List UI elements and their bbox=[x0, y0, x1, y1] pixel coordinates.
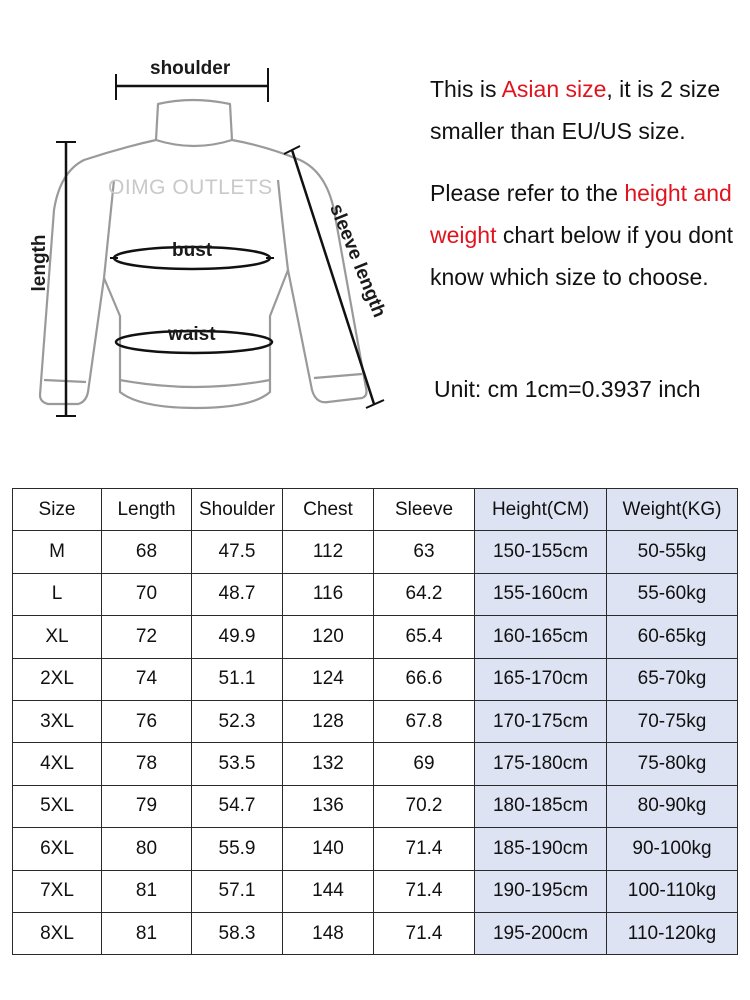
cell-sleeve: 66.6 bbox=[374, 658, 475, 700]
cell-height: 160-165cm bbox=[475, 616, 607, 658]
height-weight-note bbox=[430, 172, 745, 298]
cell-sleeve: 69 bbox=[374, 743, 475, 785]
header-sleeve: Sleeve bbox=[374, 489, 475, 531]
cell-height: 195-200cm bbox=[475, 912, 607, 954]
cell-chest: 144 bbox=[283, 870, 374, 912]
cell-shoulder: 48.7 bbox=[192, 573, 283, 615]
cell-size: M bbox=[13, 531, 102, 573]
cell-shoulder: 49.9 bbox=[192, 616, 283, 658]
cell-weight: 65-70kg bbox=[607, 658, 738, 700]
cell-chest: 148 bbox=[283, 912, 374, 954]
cell-chest: 112 bbox=[283, 531, 374, 573]
table-row bbox=[13, 658, 738, 700]
cell-sleeve: 71.4 bbox=[374, 870, 475, 912]
cell-weight: 50-55kg bbox=[607, 531, 738, 573]
cell-height: 175-180cm bbox=[475, 743, 607, 785]
cell-length: 78 bbox=[102, 743, 192, 785]
cell-weight: 90-100kg bbox=[607, 828, 738, 870]
cell-size: 4XL bbox=[13, 743, 102, 785]
watermark-text: OIMG OUTLETS bbox=[108, 176, 273, 199]
cell-height: 165-170cm bbox=[475, 658, 607, 700]
cell-size: 5XL bbox=[13, 785, 102, 827]
cell-sleeve: 63 bbox=[374, 531, 475, 573]
table-row bbox=[13, 573, 738, 615]
note-text: , it is 2 size smaller than EU/US size. bbox=[430, 76, 721, 144]
cell-size: 3XL bbox=[13, 700, 102, 742]
cell-sleeve: 67.8 bbox=[374, 700, 475, 742]
cell-length: 68 bbox=[102, 531, 192, 573]
cell-weight: 100-110kg bbox=[607, 870, 738, 912]
cell-sleeve: 65.4 bbox=[374, 616, 475, 658]
header-chest: Chest bbox=[283, 489, 374, 531]
cell-length: 81 bbox=[102, 870, 192, 912]
table-row bbox=[13, 785, 738, 827]
cell-shoulder: 57.1 bbox=[192, 870, 283, 912]
cell-size: L bbox=[13, 573, 102, 615]
cell-sleeve: 71.4 bbox=[374, 828, 475, 870]
cell-weight: 75-80kg bbox=[607, 743, 738, 785]
asian-size-note bbox=[430, 68, 745, 152]
table-header-row bbox=[13, 489, 738, 531]
unit-note: Unit: cm 1cm=0.3937 inch bbox=[434, 376, 701, 402]
note-text: Please refer to the bbox=[430, 180, 625, 206]
cell-size: 2XL bbox=[13, 658, 102, 700]
table-row bbox=[13, 870, 738, 912]
cell-chest: 128 bbox=[283, 700, 374, 742]
cell-length: 79 bbox=[102, 785, 192, 827]
header-length: Length bbox=[102, 489, 192, 531]
table-row bbox=[13, 700, 738, 742]
cell-shoulder: 47.5 bbox=[192, 531, 283, 573]
cell-sleeve: 71.4 bbox=[374, 912, 475, 954]
cell-height: 155-160cm bbox=[475, 573, 607, 615]
cell-length: 81 bbox=[102, 912, 192, 954]
note-text: This is bbox=[430, 76, 502, 102]
cell-weight: 80-90kg bbox=[607, 785, 738, 827]
length-label: length bbox=[29, 234, 50, 292]
waist-label: waist bbox=[168, 324, 216, 345]
note-text: chart below if you dont know which size to choose. bbox=[430, 222, 734, 290]
sleeve-length-label: sleeve length bbox=[325, 201, 390, 321]
cell-chest: 124 bbox=[283, 658, 374, 700]
cell-height: 190-195cm bbox=[475, 870, 607, 912]
cell-length: 72 bbox=[102, 616, 192, 658]
cell-shoulder: 52.3 bbox=[192, 700, 283, 742]
cell-length: 70 bbox=[102, 573, 192, 615]
cell-size: XL bbox=[13, 616, 102, 658]
note-highlight: height and weight bbox=[430, 180, 732, 248]
cell-shoulder: 51.1 bbox=[192, 658, 283, 700]
cell-height: 180-185cm bbox=[475, 785, 607, 827]
cell-chest: 136 bbox=[283, 785, 374, 827]
garment-diagram bbox=[0, 0, 420, 440]
cell-weight: 60-65kg bbox=[607, 616, 738, 658]
table-row bbox=[13, 912, 738, 954]
table-row bbox=[13, 828, 738, 870]
cell-shoulder: 53.5 bbox=[192, 743, 283, 785]
cell-height: 150-155cm bbox=[475, 531, 607, 573]
cell-chest: 120 bbox=[283, 616, 374, 658]
cell-chest: 140 bbox=[283, 828, 374, 870]
size-chart-table bbox=[12, 488, 738, 955]
cell-height: 170-175cm bbox=[475, 700, 607, 742]
cell-length: 80 bbox=[102, 828, 192, 870]
cell-sleeve: 70.2 bbox=[374, 785, 475, 827]
header-weight: Weight(KG) bbox=[607, 489, 738, 531]
cell-chest: 116 bbox=[283, 573, 374, 615]
cell-shoulder: 54.7 bbox=[192, 785, 283, 827]
note-highlight: Asian size bbox=[501, 76, 607, 102]
table-row bbox=[13, 616, 738, 658]
cell-height: 185-190cm bbox=[475, 828, 607, 870]
bust-label: bust bbox=[172, 240, 213, 261]
shoulder-label: shoulder bbox=[150, 58, 231, 79]
cell-sleeve: 64.2 bbox=[374, 573, 475, 615]
cell-chest: 132 bbox=[283, 743, 374, 785]
cell-length: 74 bbox=[102, 658, 192, 700]
header-height: Height(CM) bbox=[475, 489, 607, 531]
header-size: Size bbox=[13, 489, 102, 531]
table-row bbox=[13, 743, 738, 785]
cell-shoulder: 55.9 bbox=[192, 828, 283, 870]
header-shoulder: Shoulder bbox=[192, 489, 283, 531]
cell-weight: 55-60kg bbox=[607, 573, 738, 615]
cell-weight: 110-120kg bbox=[607, 912, 738, 954]
cell-size: 8XL bbox=[13, 912, 102, 954]
table-row bbox=[13, 531, 738, 573]
cell-size: 7XL bbox=[13, 870, 102, 912]
cell-size: 6XL bbox=[13, 828, 102, 870]
cell-shoulder: 58.3 bbox=[192, 912, 283, 954]
cell-length: 76 bbox=[102, 700, 192, 742]
cell-weight: 70-75kg bbox=[607, 700, 738, 742]
